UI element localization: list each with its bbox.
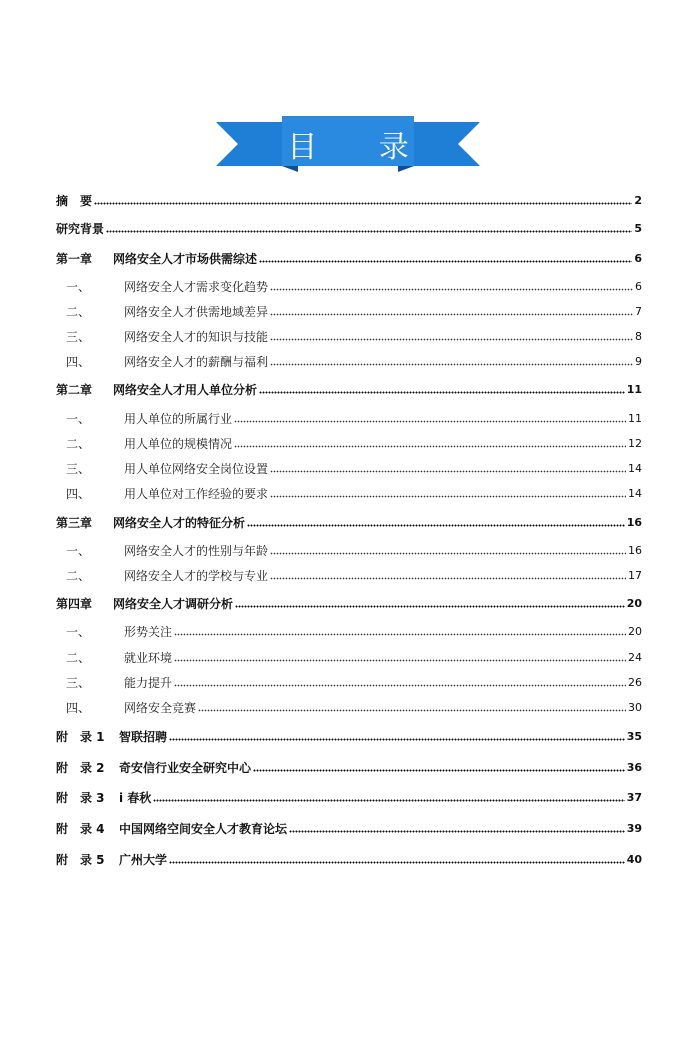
toc-entry[interactable] — [56, 724, 642, 744]
toc-entry-number: 四、 — [66, 701, 91, 715]
dot-leader — [270, 288, 633, 291]
toc-entry-page: 9 — [635, 355, 642, 368]
toc-entry[interactable] — [56, 755, 642, 775]
toc-entry-number: 附 录 3 — [56, 791, 105, 805]
dot-leader — [270, 470, 626, 473]
dot-leader — [169, 861, 625, 864]
toc-entry-page: 14 — [628, 487, 642, 500]
toc-entry[interactable] — [56, 563, 642, 583]
toc-entry-number: 一、 — [66, 280, 91, 294]
toc-entry-title: 用人单位的所属行业 — [124, 412, 233, 426]
toc-entry-title: 网络安全人才市场供需综述 — [113, 252, 258, 266]
toc-entry[interactable] — [56, 510, 642, 530]
toc-entry-page: 6 — [634, 252, 642, 265]
toc-entry[interactable] — [56, 619, 642, 639]
toc-entry[interactable] — [56, 456, 642, 476]
toc-entry-title: 网络安全人才的薪酬与福利 — [124, 355, 269, 369]
dot-leader — [174, 633, 626, 636]
dot-leader — [106, 230, 632, 233]
dot-leader — [234, 420, 626, 423]
toc-entry-number: 三、 — [66, 676, 91, 690]
toc-entry-title: 广州大学 — [119, 853, 168, 867]
toc-entry-page: 17 — [628, 569, 642, 582]
dot-leader — [270, 363, 633, 366]
toc-entry-title: 网络安全人才调研分析 — [113, 597, 234, 611]
toc-entry-page: 11 — [626, 383, 642, 396]
toc-entry-page: 26 — [628, 676, 642, 689]
toc-entry-page: 16 — [628, 544, 642, 557]
toc-entry[interactable] — [56, 216, 642, 236]
toc-entry-number: 第二章 — [56, 383, 93, 397]
toc-entry-title: 网络安全人才用人单位分析 — [113, 383, 258, 397]
toc-entry-page: 36 — [626, 761, 642, 774]
toc-entry-title: 形势关注 — [124, 625, 173, 639]
toc-entry[interactable] — [56, 645, 642, 665]
toc-entry-title: 奇安信行业安全研究中心 — [119, 761, 252, 775]
dot-leader — [234, 445, 626, 448]
toc-entry[interactable] — [56, 591, 642, 611]
toc-entry-page: 24 — [628, 651, 642, 664]
toc-entry-number: 一、 — [66, 544, 91, 558]
toc-entry-page: 2 — [634, 194, 642, 207]
page-title: 目 录 — [287, 130, 435, 165]
toc-entry-title: 智联招聘 — [119, 730, 168, 744]
toc-entry-number: 二、 — [66, 437, 91, 451]
toc-entry-number: 四、 — [66, 355, 91, 369]
toc-entry-page: 6 — [635, 280, 642, 293]
dot-leader — [253, 769, 625, 772]
toc-entry[interactable] — [56, 785, 642, 805]
toc-entry-title: 网络安全人才供需地域差异 — [124, 305, 269, 319]
dot-leader — [289, 830, 625, 833]
toc-entry-title: 中国网络空间安全人才教育论坛 — [119, 822, 288, 836]
toc-banner — [216, 116, 480, 172]
toc-entry-number: 三、 — [66, 462, 91, 476]
toc-entry-page: 37 — [626, 791, 642, 804]
dot-leader — [259, 260, 632, 263]
dot-leader — [270, 577, 626, 580]
toc-entry[interactable] — [56, 188, 642, 208]
toc-entry-page: 35 — [626, 730, 642, 743]
toc-entry-title: 网络安全竞赛 — [124, 701, 197, 715]
toc-entry-title: 研究背景 — [56, 222, 105, 236]
toc-entry[interactable] — [56, 481, 642, 501]
dot-leader — [247, 524, 625, 527]
toc-entry-page: 14 — [628, 462, 642, 475]
toc-entry-title: 摘 要 — [56, 194, 93, 208]
toc-entry[interactable] — [56, 431, 642, 451]
toc-entry[interactable] — [56, 299, 642, 319]
toc-entry-title: 用人单位的规模情况 — [124, 437, 233, 451]
toc-entry-number: 第四章 — [56, 597, 93, 611]
toc-entry-number: 附 录 2 — [56, 761, 105, 775]
toc-entry-title: 能力提升 — [124, 676, 173, 690]
toc-entry-number: 四、 — [66, 487, 91, 501]
dot-leader — [169, 738, 625, 741]
toc-entry-number: 附 录 4 — [56, 822, 105, 836]
toc-entry[interactable] — [56, 538, 642, 558]
toc-entry-page: 20 — [626, 597, 642, 610]
toc-entry-page: 5 — [634, 222, 642, 235]
toc-entry-page: 12 — [628, 437, 642, 450]
toc-entry-number: 附 录 5 — [56, 853, 105, 867]
toc-entry-number: 第一章 — [56, 252, 93, 266]
dot-leader — [259, 391, 625, 394]
toc-entry[interactable] — [56, 246, 642, 266]
dot-leader — [235, 605, 625, 608]
toc-entry-page: 40 — [626, 853, 642, 866]
toc-entry[interactable] — [56, 274, 642, 294]
toc-entry[interactable] — [56, 816, 642, 836]
dot-leader — [270, 552, 626, 555]
toc-entry[interactable] — [56, 324, 642, 344]
dot-leader — [174, 659, 626, 662]
toc-entry-page: 30 — [628, 701, 642, 714]
dot-leader — [198, 709, 626, 712]
toc-entry-title: 用人单位对工作经验的要求 — [124, 487, 269, 501]
toc-entry-number: 三、 — [66, 330, 91, 344]
toc-entry-title: i 春秋 — [119, 791, 152, 805]
dot-leader — [270, 495, 626, 498]
toc-entry-number: 第三章 — [56, 516, 93, 530]
dot-leader — [270, 338, 633, 341]
toc-entry-number: 二、 — [66, 651, 91, 665]
toc-entry-number: 二、 — [66, 569, 91, 583]
toc-entry-page: 8 — [635, 330, 642, 343]
dot-leader — [174, 684, 626, 687]
toc-entry[interactable] — [56, 406, 642, 426]
dot-leader — [94, 202, 632, 205]
toc-entry-page: 20 — [628, 625, 642, 638]
toc-entry[interactable] — [56, 377, 642, 397]
toc-entry-number: 附 录 1 — [56, 730, 105, 744]
toc-entry[interactable] — [56, 695, 642, 715]
toc-entry-title: 就业环境 — [124, 651, 173, 665]
toc-entry-title: 网络安全人才的性别与年龄 — [124, 544, 269, 558]
toc-entry-page: 39 — [626, 822, 642, 835]
toc-entry-title: 网络安全人才需求变化趋势 — [124, 280, 269, 294]
toc-entry[interactable] — [56, 349, 642, 369]
dot-leader — [153, 799, 624, 802]
toc-entry[interactable] — [56, 670, 642, 690]
toc-entry-title: 网络安全人才的特征分析 — [113, 516, 246, 530]
toc-entry-number: 一、 — [66, 625, 91, 639]
toc-entry-title: 网络安全人才的学校与专业 — [124, 569, 269, 583]
toc-entry-title: 网络安全人才的知识与技能 — [124, 330, 269, 344]
toc-entry-page: 7 — [635, 305, 642, 318]
toc-entry-page: 16 — [626, 516, 642, 529]
toc-entry-number: 一、 — [66, 412, 91, 426]
toc-entry-number: 二、 — [66, 305, 91, 319]
toc-entry-page: 11 — [628, 412, 642, 425]
dot-leader — [270, 313, 633, 316]
toc-entry[interactable] — [56, 847, 642, 867]
toc-entry-title: 用人单位网络安全岗位设置 — [124, 462, 269, 476]
